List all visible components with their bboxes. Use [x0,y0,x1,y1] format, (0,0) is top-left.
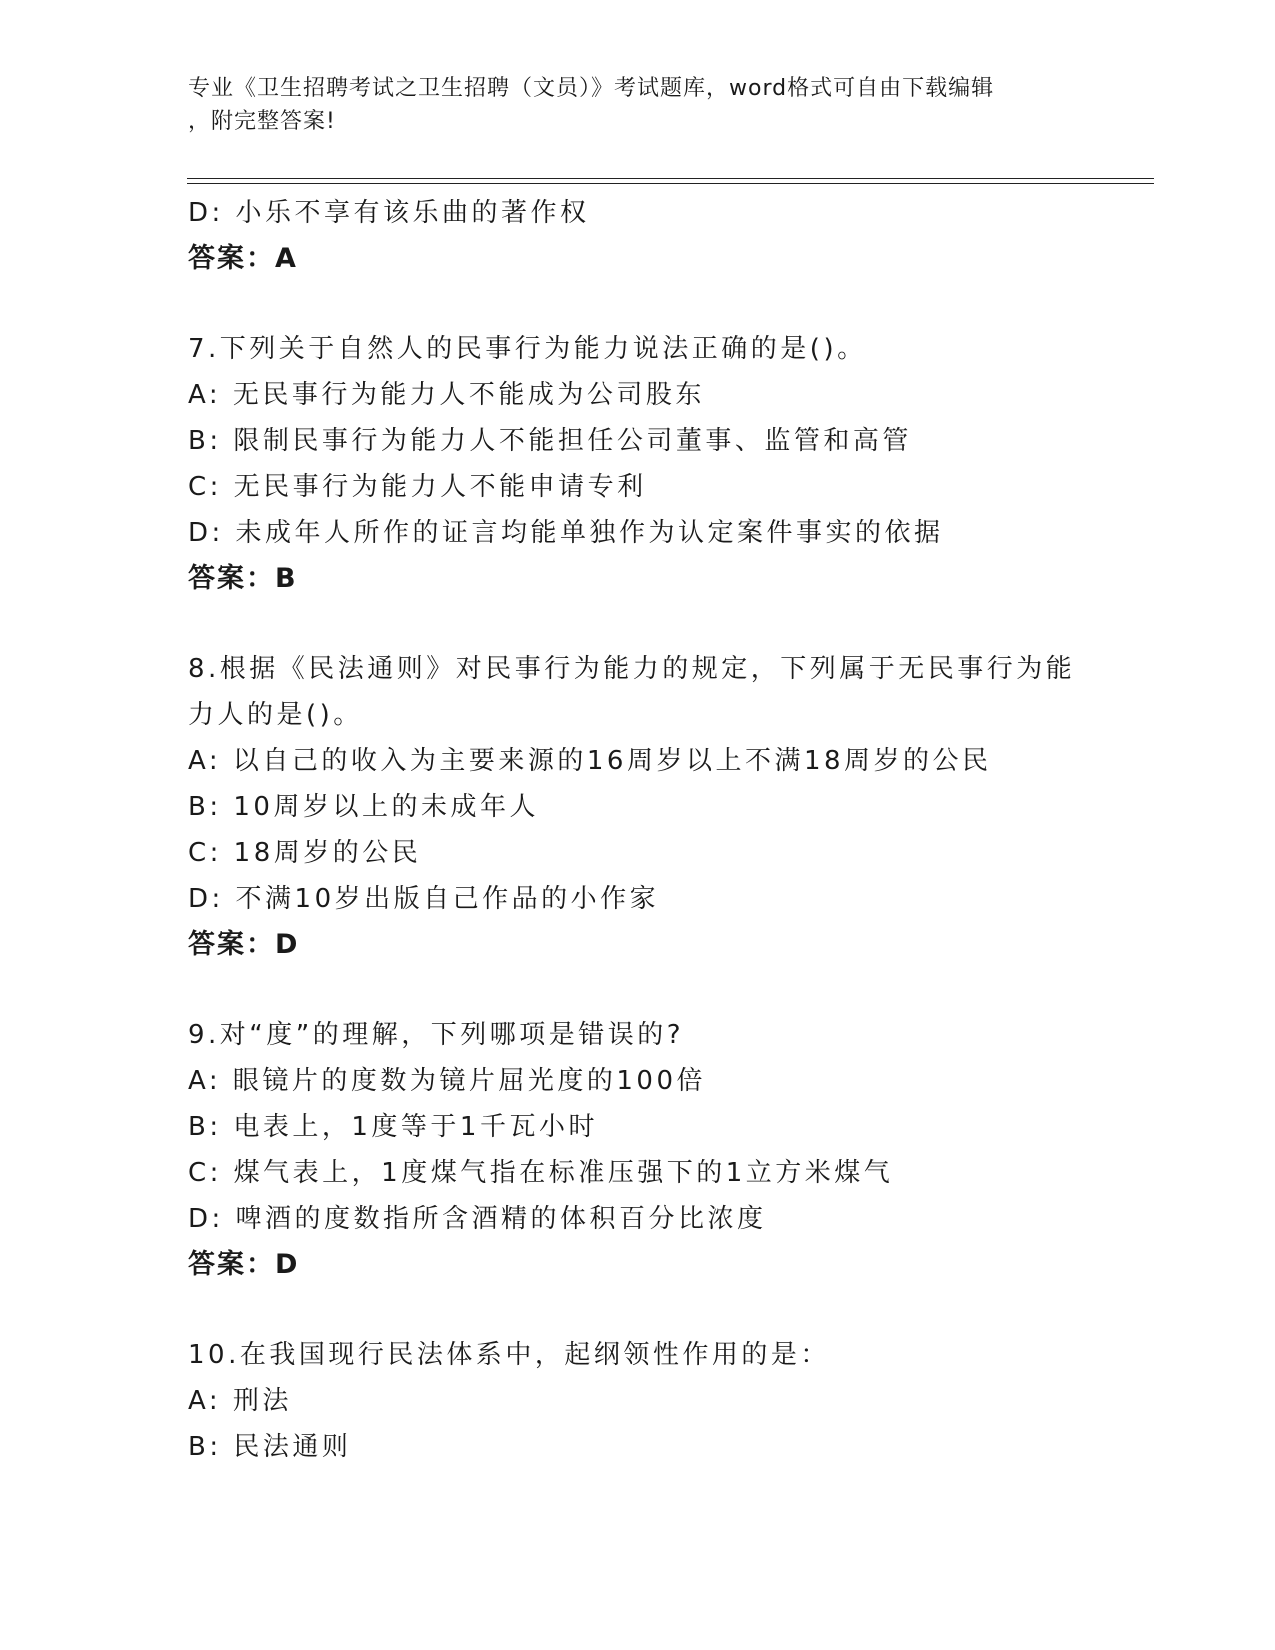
answer-label: 答案：D [188,1249,300,1280]
answer-label: 答案：B [188,563,298,594]
header-divider-bottom [187,183,1154,184]
option-c: C: 18周岁的公民 [188,838,422,868]
option-d: D: 啤酒的度数指所含酒精的体积百分比浓度 [188,1204,767,1234]
option-b: B: 民法通则 [188,1432,352,1462]
option-a: A: 眼镜片的度数为镜片屈光度的100倍 [188,1066,706,1096]
option-d: D: 未成年人所作的证言均能单独作为认定案件事实的依据 [188,518,944,548]
header-line-1: 专业《卫生招聘考试之卫生招聘（文员）》考试题库，word格式可自由下载编辑 [188,76,995,101]
option-c: C: 无民事行为能力人不能申请专利 [188,472,647,502]
question-7 [188,326,1088,602]
option-d: D: 小乐不享有该乐曲的著作权 [188,198,590,228]
header-divider-top [187,178,1154,179]
question-stem: 7.下列关于自然人的民事行为能力说法正确的是()。 [188,334,867,364]
question-9 [188,1012,1088,1288]
option-b: B: 电表上，1度等于1千瓦小时 [188,1112,598,1142]
question-stem-line-1: 8.根据《民法通则》对民事行为能力的规定，下列属于无民事行为能 [188,654,1076,684]
question-10 [188,1332,1088,1470]
option-a: A: 无民事行为能力人不能成为公司股东 [188,380,705,410]
option-a: A: 以自己的收入为主要来源的16周岁以上不满18周岁的公民 [188,746,992,776]
option-c: C: 煤气表上，1度煤气指在标准压强下的1立方米煤气 [188,1158,894,1188]
answer-label: 答案：A [188,243,298,274]
question-stem: 9.对“度”的理解，下列哪项是错误的? [188,1020,685,1050]
question-stem-line-2: 力人的是()。 [188,700,363,730]
page-header [188,72,1088,138]
question-6-tail [188,190,1088,282]
question-stem: 10.在我国现行民法体系中，起纲领性作用的是： [188,1340,830,1370]
question-8 [188,646,1088,968]
header-line-2: ，附完整答案! [188,109,336,134]
answer-label: 答案：D [188,929,300,960]
option-b: B: 限制民事行为能力人不能担任公司董事、监管和高管 [188,426,912,456]
option-a: A: 刑法 [188,1386,292,1416]
question-list [188,190,1088,1470]
option-b: B: 10周岁以上的未成年人 [188,792,539,822]
option-d: D: 不满10岁出版自己作品的小作家 [188,884,660,914]
